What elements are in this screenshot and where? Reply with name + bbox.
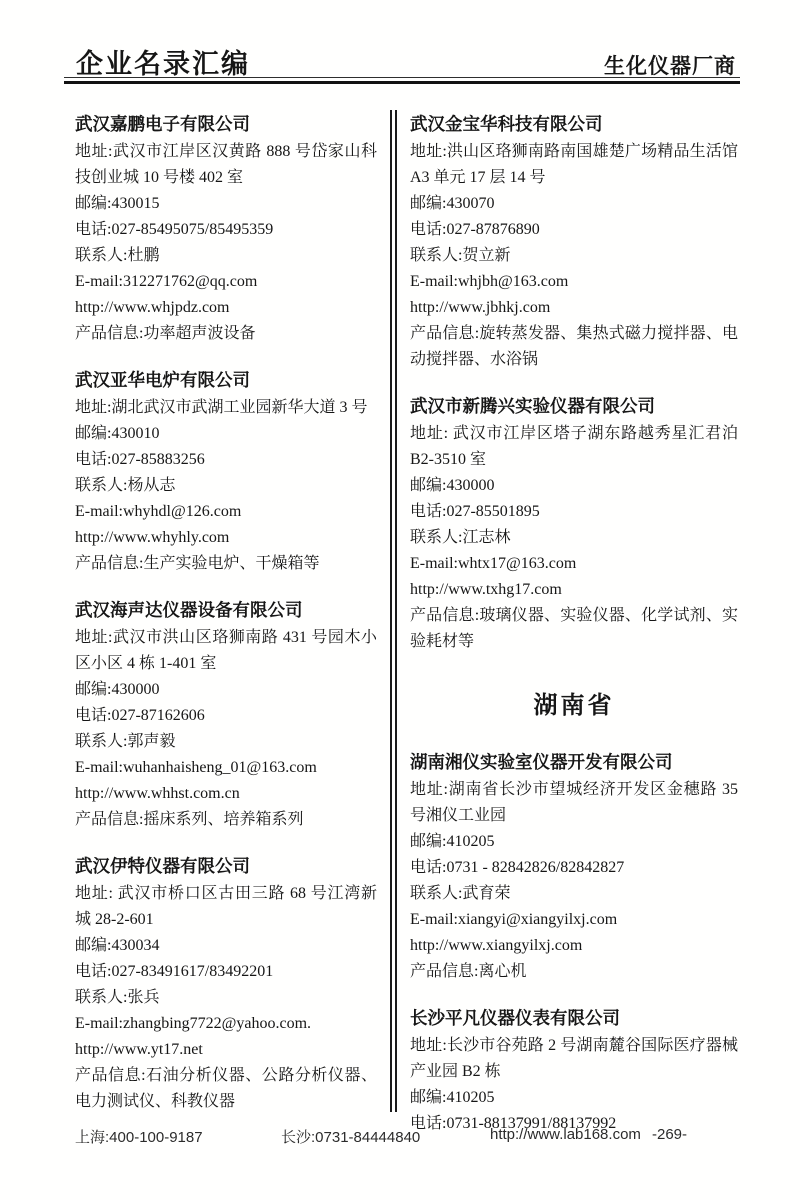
company-detail-line: 地址:湖北武汉市武湖工业园新华大道 3 号: [75, 399, 368, 416]
category-title: 生化仪器厂商: [604, 55, 736, 78]
footer-shanghai-phone: 上海:400-100-9187: [75, 1129, 203, 1146]
company-detail-line: 产品信息:摇床系列、培养箱系列: [75, 811, 304, 828]
company-detail-line: 产品信息:石油分析仪器、公路分析仪器、电力测试仪、科教仪器: [75, 1067, 377, 1110]
company-detail-line: http://www.yt17.net: [75, 1041, 203, 1058]
company-detail-line: 邮编:430010: [75, 425, 160, 442]
company-detail-line: E-mail:whyhdl@126.com: [75, 503, 242, 520]
company-listing: [75, 596, 377, 833]
company-detail-line: 联系人:杨从志: [75, 477, 176, 494]
company-detail-line: 邮编:430000: [410, 477, 495, 494]
footer-changsha-phone: 长沙:0731-84444840: [281, 1129, 421, 1146]
company-name: 武汉亚华电炉有限公司: [75, 370, 250, 390]
company-detail-line: 联系人:张兵: [75, 989, 160, 1006]
company-detail-line: 邮编:430070: [410, 195, 495, 212]
company-detail-line: http://www.whjpdz.com: [75, 299, 230, 316]
company-name: 武汉海声达仪器设备有限公司: [75, 600, 303, 620]
company-detail-line: 电话:0731-88137991/88137992: [410, 1115, 617, 1132]
header-rule: [64, 77, 740, 84]
company-detail-line: E-mail:zhangbing7722@yahoo.com.: [75, 1015, 312, 1032]
company-listing: [410, 1004, 738, 1137]
company-detail-line: 地址:湖南省长沙市望城经济开发区金穗路 35 号湘仪工业园: [410, 781, 738, 824]
company-detail-line: 地址: 武汉市江岸区塔子湖东路越秀星汇君泊 B2-3510 室: [410, 425, 738, 468]
company-listing: [410, 748, 738, 985]
company-detail-line: 地址:洪山区珞狮南路南国雄楚广场精品生活馆 A3 单元 17 层 14 号: [410, 143, 738, 186]
company-detail-line: 邮编:430015: [75, 195, 160, 212]
company-listing: [75, 366, 377, 577]
company-detail-line: 地址:长沙市谷苑路 2 号湖南麓谷国际医疗器械产业园 B2 栋: [410, 1037, 738, 1080]
company-detail-line: 联系人:武育荣: [410, 885, 511, 902]
company-name: 武汉金宝华科技有限公司: [410, 114, 603, 134]
company-detail-line: E-mail:whjbh@163.com: [410, 273, 569, 290]
company-detail-line: E-mail:xiangyi@xiangyilxj.com: [410, 911, 618, 928]
company-detail-line: 邮编:430034: [75, 937, 160, 954]
company-detail-line: 邮编:430000: [75, 681, 160, 698]
company-detail-line: 地址:武汉市江岸区汉黄路 888 号岱家山科技创业城 10 号楼 402 室: [75, 143, 377, 186]
company-detail-line: 联系人:杜鹏: [75, 247, 160, 264]
company-name: 武汉嘉鹏电子有限公司: [75, 114, 250, 134]
company-detail-line: 产品信息:旋转蒸发器、集热式磁力搅拌器、电动搅拌器、水浴锅: [410, 325, 738, 368]
company-detail-line: 电话:027-87162606: [75, 707, 205, 724]
company-name: 湖南湘仪实验室仪器开发有限公司: [410, 752, 673, 772]
company-name: 武汉市新腾兴实验仪器有限公司: [410, 396, 655, 416]
company-detail-line: E-mail:wuhanhaisheng_01@163.com: [75, 759, 317, 776]
company-detail-line: 联系人:贺立新: [410, 247, 511, 264]
company-detail-line: 联系人:江志林: [410, 529, 511, 546]
page-header: [76, 42, 736, 81]
company-detail-line: 产品信息:玻璃仪器、实验仪器、化学试剂、实验耗材等: [410, 607, 738, 650]
company-detail-line: 联系人:郭声毅: [75, 733, 176, 750]
page-number: -269-: [652, 1126, 688, 1143]
company-detail-line: 电话:027-85495075/85495359: [75, 221, 274, 238]
footer-website: http://www.lab168.com: [490, 1126, 641, 1143]
directory-columns: [75, 110, 738, 1156]
company-detail-line: 产品信息:离心机: [410, 963, 527, 980]
company-detail-line: 地址:武汉市洪山区珞狮南路 431 号园木小区小区 4 栋 1-401 室: [75, 629, 377, 672]
company-detail-line: 产品信息:生产实验电炉、干燥箱等: [75, 555, 320, 572]
company-detail-line: E-mail:whtx17@163.com: [410, 555, 577, 572]
left-column: [75, 110, 377, 1156]
company-detail-line: 邮编:410205: [410, 1089, 495, 1106]
company-name: 长沙平凡仪器仪表有限公司: [410, 1008, 620, 1028]
company-detail-line: 产品信息:功率超声波设备: [75, 325, 256, 342]
directory-title: 企业名录汇编: [76, 49, 250, 79]
company-listing: [75, 110, 377, 347]
province-section-header: 湖南省: [533, 692, 615, 719]
company-detail-line: http://www.whhst.com.cn: [75, 785, 240, 802]
company-listing: [75, 852, 377, 1115]
company-detail-line: http://www.xiangyilxj.com: [410, 937, 583, 954]
company-detail-line: 电话:027-85501895: [410, 503, 540, 520]
company-detail-line: 邮编:410205: [410, 833, 495, 850]
company-detail-line: 地址: 武汉市桥口区古田三路 68 号江湾新城 28-2-601: [75, 885, 377, 928]
company-listing: [410, 392, 738, 655]
company-listing: [410, 110, 738, 373]
company-detail-line: http://www.whyhly.com: [75, 529, 230, 546]
company-detail-line: 电话:0731 - 82842826/82842827: [410, 859, 625, 876]
company-detail-line: E-mail:312271762@qq.com: [75, 273, 258, 290]
column-divider: [390, 110, 397, 1112]
company-detail-line: 电话:027-87876890: [410, 221, 540, 238]
company-detail-line: http://www.txhg17.com: [410, 581, 562, 598]
company-detail-line: 电话:027-83491617/83492201: [75, 963, 274, 980]
company-detail-line: http://www.jbhkj.com: [410, 299, 551, 316]
company-detail-line: 电话:027-85883256: [75, 451, 205, 468]
company-name: 武汉伊特仪器有限公司: [75, 856, 250, 876]
right-column: [410, 110, 738, 1156]
page-footer: [0, 1126, 800, 1156]
